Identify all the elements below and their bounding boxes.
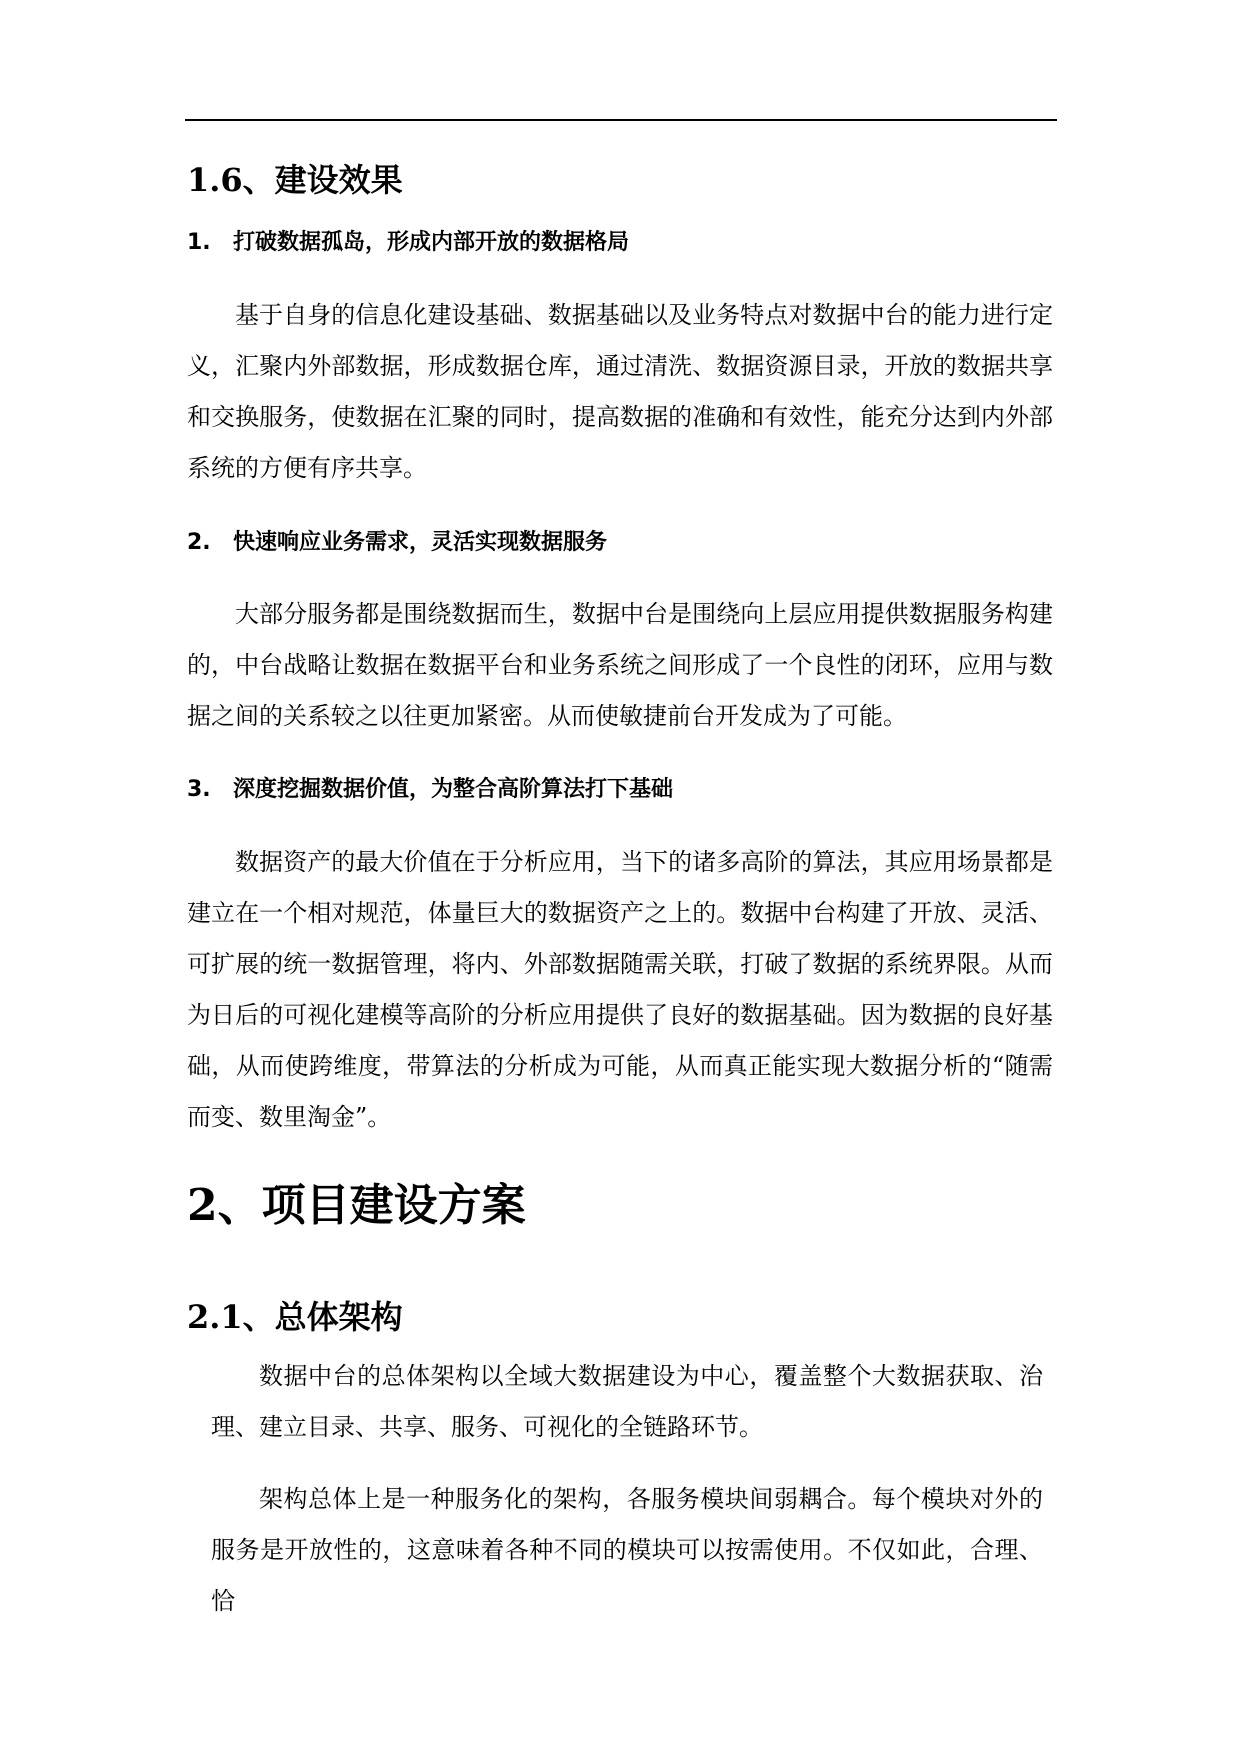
item-title-3: 深度挖掘数据价值，为整合高阶算法打下基础	[233, 777, 674, 802]
section-heading-1-6: 1.6、建设效果	[187, 161, 403, 199]
item-heading-3	[187, 775, 673, 805]
header-rule	[185, 119, 1057, 121]
chapter-heading-2: 2、项目建设方案	[187, 1180, 526, 1231]
item-number-2: 2.	[187, 530, 211, 555]
item-title-1: 打破数据孤岛，形成内部开放的数据格局	[233, 230, 630, 255]
item-heading-1	[187, 228, 629, 258]
item-paragraph-3: 数据资产的最大价值在于分析应用，当下的诸多高阶的算法，其应用场景都是建立在一个相对规范，体量巨大的数据资产之上的。数据中台构建了开放、灵活、可扩展的统一数据管理，将内、外部数据随需关联，打破了数据的系统界限。从而为日后的可视化建模等高阶的分析应用提供了良好的数据基础。因为数据的良好基础，从而使跨维度，带算法的分析成为可能，从而真正能实现大数据分析的“随需而变、数里淘金”。	[187, 848, 1053, 1131]
section-2-1-paragraph-2: 架构总体上是一种服务化的架构，各服务模块间弱耦合。每个模块对外的服务是开放性的，这意味着各种不同的模块可以按需使用。不仅如此，合理、恰	[211, 1485, 1043, 1615]
item-paragraph-1: 基于自身的信息化建设基础、数据基础以及业务特点对数据中台的能力进行定义，汇聚内外部数据，形成数据仓库，通过清洗、数据资源目录，开放的数据共享和交换服务，使数据在汇聚的同时，提高数据的准确和有效性，能充分达到内外部系统的方便有序共享。	[187, 301, 1053, 482]
item-number-1: 1.	[187, 230, 211, 255]
section-heading-2-1: 2.1、总体架构	[187, 1298, 403, 1336]
item-paragraph-2: 大部分服务都是围绕数据而生，数据中台是围绕向上层应用提供数据服务构建的，中台战略让数据在数据平台和业务系统之间形成了一个良性的闭环，应用与数据之间的关系较之以往更加紧密。从而使敏捷前台开发成为了可能。	[187, 600, 1053, 730]
item-title-2: 快速响应业务需求，灵活实现数据服务	[233, 530, 608, 555]
section-2-1-paragraph-1: 数据中台的总体架构以全域大数据建设为中心，覆盖整个大数据获取、治理、建立目录、共享、服务、可视化的全链路环节。	[211, 1362, 1043, 1441]
item-heading-2	[187, 528, 607, 558]
item-number-3: 3.	[187, 777, 211, 802]
